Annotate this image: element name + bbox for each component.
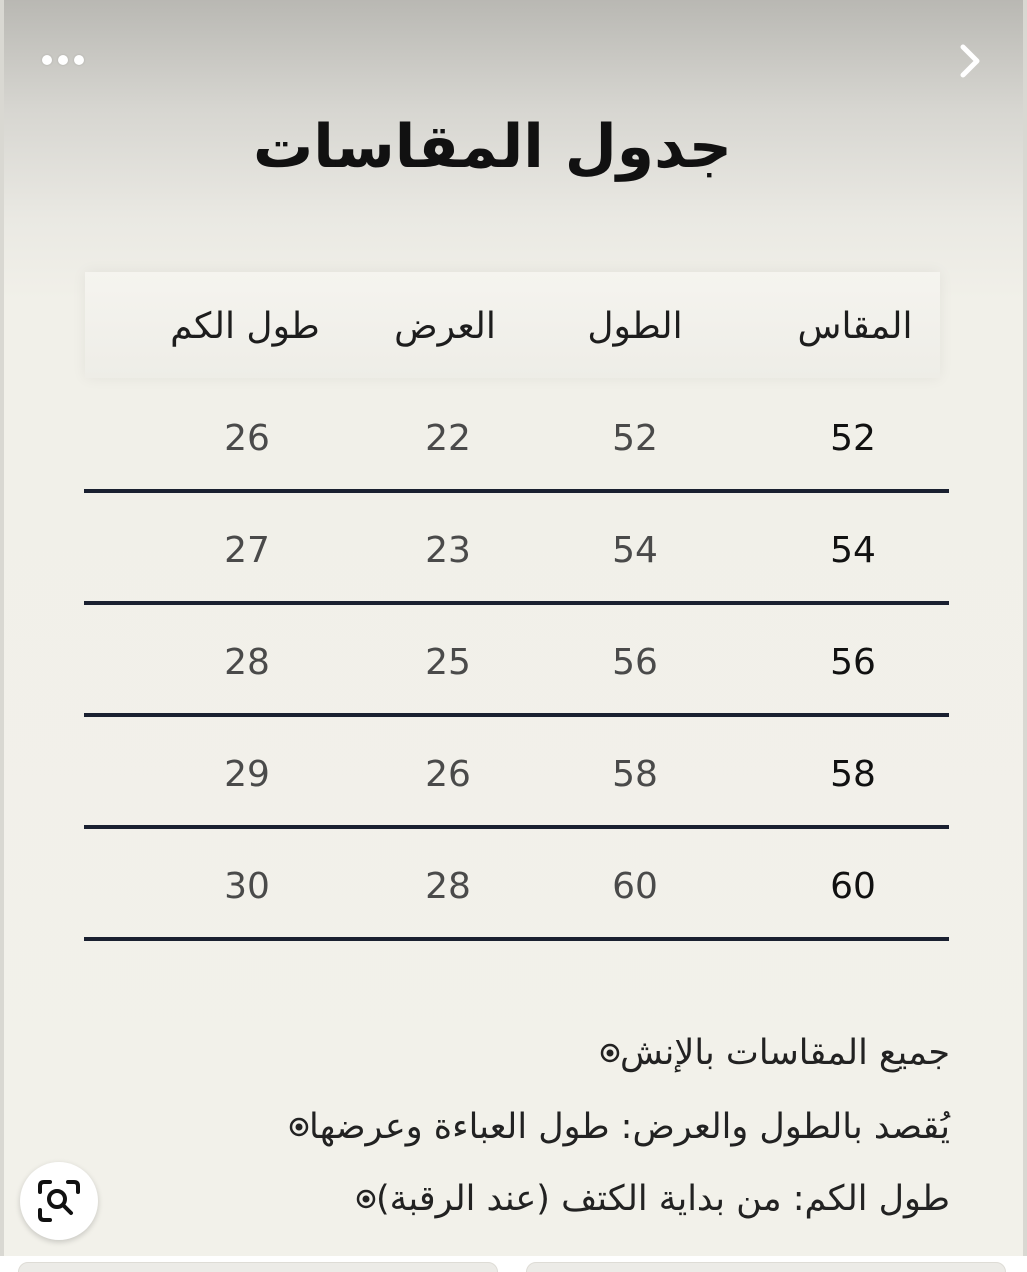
visual-search-button[interactable] [20, 1162, 98, 1240]
next-result-card[interactable] [526, 1262, 1006, 1272]
cell-size: 60 [830, 866, 876, 907]
note-item [279, 1102, 950, 1152]
cell-length: 58 [612, 754, 658, 795]
chevron-right-icon [955, 41, 983, 81]
circle-dot-icon [289, 1117, 309, 1137]
row-divider [84, 825, 949, 829]
header-sleeve: طول الكم [170, 306, 320, 347]
header-width: العرض [394, 306, 496, 347]
cell-length: 60 [612, 866, 658, 907]
row-divider [84, 937, 949, 941]
cell-width: 22 [425, 418, 471, 459]
next-result-card[interactable] [18, 1262, 498, 1272]
more-dots-icon [74, 55, 84, 65]
viewer-edge-left [0, 0, 4, 1272]
cell-width: 23 [425, 530, 471, 571]
cell-sleeve: 28 [224, 642, 270, 683]
row-divider [84, 713, 949, 717]
more-dots-icon [42, 55, 52, 65]
header-length: الطول [587, 306, 683, 347]
cell-width: 26 [425, 754, 471, 795]
cell-sleeve: 29 [224, 754, 270, 795]
note-item [346, 1174, 950, 1224]
row-divider [84, 489, 949, 493]
next-image-button[interactable] [946, 38, 992, 84]
size-chart-title: جدول المقاسات [252, 112, 732, 182]
cell-sleeve: 30 [224, 866, 270, 907]
cell-width: 28 [425, 866, 471, 907]
more-options-button[interactable] [34, 44, 92, 76]
cell-length: 54 [612, 530, 658, 571]
note-text: يُقصد بالطول والعرض: طول العباءة وعرضها [309, 1107, 950, 1147]
circle-dot-icon [356, 1189, 376, 1209]
cell-size: 54 [830, 530, 876, 571]
note-text: طول الكم: من بداية الكتف (عند الرقبة) [375, 1179, 950, 1219]
circle-dot-icon [600, 1043, 620, 1063]
cell-size: 56 [830, 642, 876, 683]
cell-sleeve: 26 [224, 418, 270, 459]
row-divider [84, 601, 949, 605]
cell-sleeve: 27 [224, 530, 270, 571]
viewer-edge-right [1023, 0, 1027, 1272]
note-text: جميع المقاسات بالإنش [620, 1033, 950, 1073]
header-size: المقاس [797, 306, 913, 347]
cell-width: 25 [425, 642, 471, 683]
visual-search-icon [36, 1178, 82, 1224]
cell-length: 56 [612, 642, 658, 683]
cell-size: 52 [830, 418, 876, 459]
more-dots-icon [58, 55, 68, 65]
note-item [590, 1028, 950, 1078]
cell-length: 52 [612, 418, 658, 459]
cell-size: 58 [830, 754, 876, 795]
